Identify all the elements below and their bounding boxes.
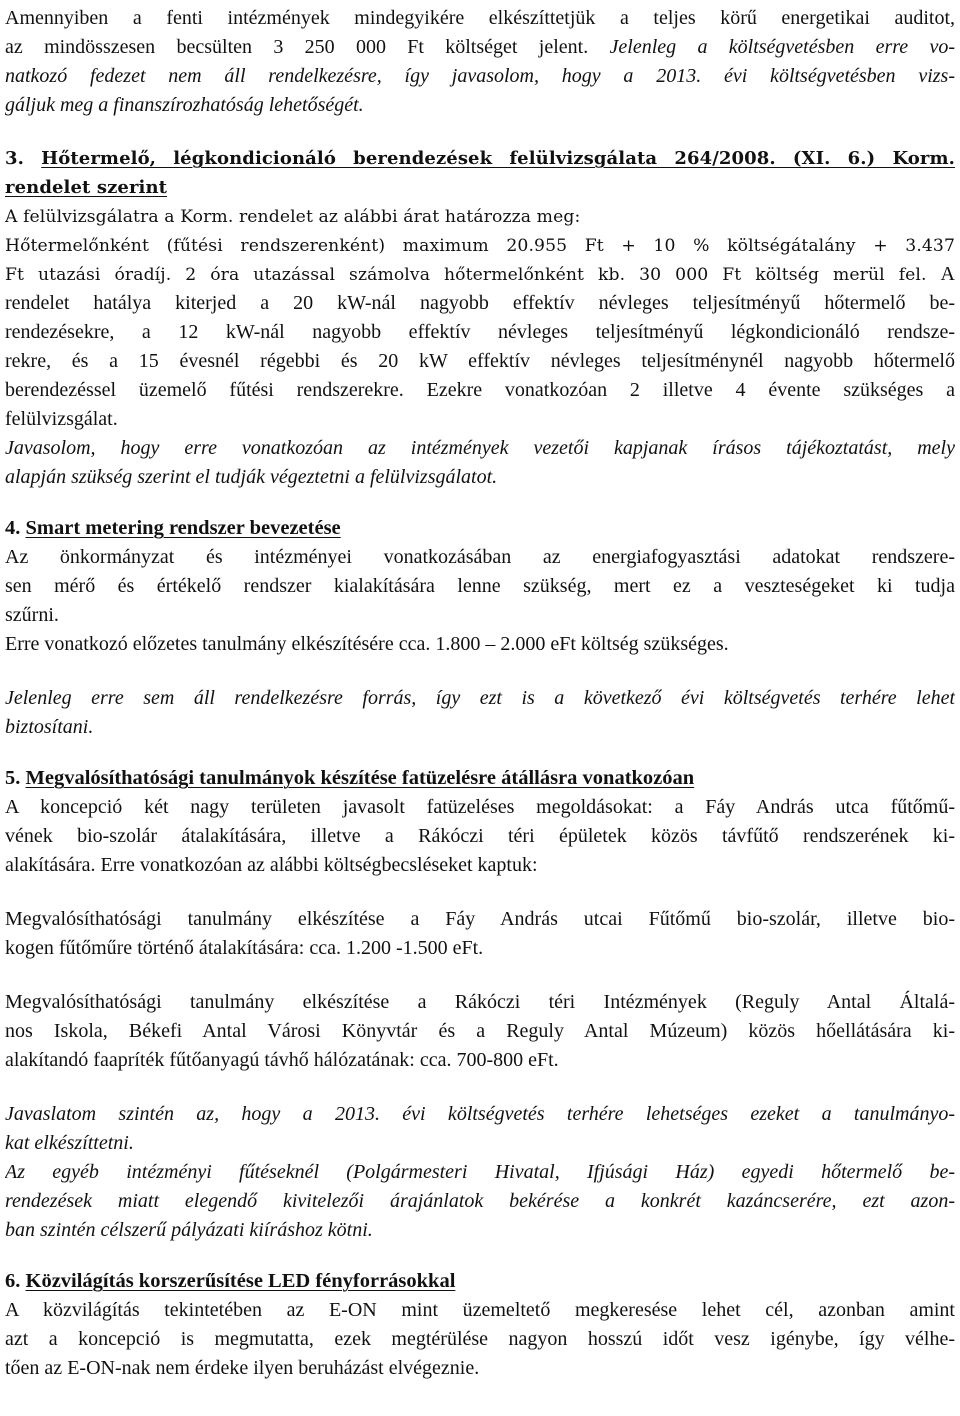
text-run: A felülvizsgálatra a Korm. rendelet az alábbi árat határozza meg: [5, 207, 581, 227]
text-run: kat elkészíttetni. [5, 1132, 134, 1154]
text-line [5, 764, 955, 793]
text-run: Jelenleg a költségvetésben erre vo- [609, 36, 955, 58]
text-run: Hőtermelő, légkondicionáló berendezések felülvizsgálata 264/2008. (XI. 6.) Korm. [41, 148, 955, 169]
text-run: Az önkormányzat és intézményei vonatkozásában az energiafogyasztási adatokat rendszere- [5, 546, 955, 568]
text-line [5, 231, 955, 260]
text-run: Megvalósíthatósági tanulmány elkészítése a Fáy András utcai Fűtőmű bio-szolár, illetve bio- [5, 908, 955, 930]
text-line [5, 4, 955, 33]
text-run: sen mérő és értékelő rendszer kialakítására lenne szükség, mert ez a veszteségeket ki tudja [5, 575, 955, 597]
text-run: vének bio-szolár átalakítására, illetve a Rákóczi téri épületek közös távfűtő rendszerének ki- [5, 825, 955, 847]
text-line [5, 713, 955, 742]
text-line [5, 684, 955, 713]
section-section-3 [5, 144, 955, 492]
text-line [5, 572, 955, 601]
text-line [5, 1354, 955, 1383]
text-run: alakítandó faapríték fűtőanyagú távhő hálózatának: cca. 700-800 eFt. [5, 1049, 559, 1071]
text-run: 5. [5, 767, 26, 789]
text-run: rekre, és a 15 évesnél régebbi és 20 kW effektív névleges teljesítménynél nagyobb hőtermelő [5, 350, 955, 372]
text-line [5, 405, 955, 434]
text-line [5, 347, 955, 376]
text-line [5, 601, 955, 630]
text-run: A koncepció két nagy területen javasolt fatüzeléses megoldásokat: a Fáy András utca fűtőmű- [5, 796, 955, 818]
text-run: rendelet hatálya kiterjed a 20 kW-nál nagyobb effektív névleges teljesítményű hőtermelő be- [5, 292, 955, 314]
text-line [5, 62, 955, 91]
text-line [5, 630, 955, 659]
text-run: Megvalósíthatósági tanulmányok készítése fatüzelésre átállásra vonatkozóan [25, 767, 695, 789]
section-section-6 [5, 1267, 955, 1383]
text-line [5, 1187, 955, 1216]
text-run: Erre vonatkozó előzetes tanulmány elkészítésére cca. 1.800 – 2.000 eFt költség szükséges. [5, 633, 729, 655]
text-run: 6. [5, 1270, 26, 1292]
text-run: felülvizsgálat. [5, 408, 118, 430]
paragraph [5, 684, 955, 742]
text-line [5, 376, 955, 405]
text-run: kogen fűtőműre történő átalakítására: cca. 1.200 -1.500 eFt. [5, 937, 484, 959]
text-run: Ft utazási óradíj. 2 óra utazással számolva hőtermelőnként kb. 30 000 Ft költség merül fel. [5, 265, 941, 285]
text-line [5, 1158, 955, 1187]
text-run: Javaslatom szintén az, hogy a 2013. évi költségvetés terhére lehetséges ezeket a tanulmányo- [5, 1103, 955, 1125]
section-heading [5, 764, 955, 793]
text-line [5, 144, 955, 173]
paragraph [5, 543, 955, 659]
text-line [5, 289, 955, 318]
text-line [5, 1325, 955, 1354]
text-run: rendezések miatt elegendő kivitelezői árajánlatok bekérése a konkrét kazáncserére, ezt azon- [5, 1190, 955, 1212]
text-line [5, 91, 955, 120]
text-run: ban szintén célszerű pályázati kiíráshoz kötni. [5, 1219, 373, 1241]
text-line [5, 1129, 955, 1158]
text-run: A [940, 263, 955, 285]
text-run: natkozó fedezet nem áll rendelkezésre, így javasolom, hogy a 2013. évi költségvetésben vizs- [5, 65, 955, 87]
text-run: Amennyiben a fenti intézmények mindegyikére elkészíttetjük a teljes körű energetikai auditot, [5, 7, 955, 29]
text-line [5, 1296, 955, 1325]
text-line [5, 1216, 955, 1245]
paragraph [5, 1100, 955, 1245]
text-run: tően az E-ON-nak nem érdeke ilyen beruházást elvégeznie. [5, 1357, 480, 1379]
text-run: Jelenleg erre sem áll rendelkezésre forrás, így ezt is a következő évi költségvetés terhére lehet [5, 687, 955, 709]
text-run: Az egyéb intézményi fűtéseknél (Polgármesteri Hivatal, Ifjúsági Ház) egyedi hőtermelő be- [5, 1161, 955, 1183]
text-run: azt a koncepció is megmutatta, ezek megtérülése nagyon hosszú időt vesz igénybe, így vélhe- [5, 1328, 955, 1350]
paragraph [5, 202, 955, 492]
text-line [5, 1267, 955, 1296]
text-line [5, 905, 955, 934]
text-run: biztosítani. [5, 716, 94, 738]
text-run: szűrni. [5, 604, 59, 626]
text-line [5, 514, 955, 543]
section-intro [5, 4, 955, 120]
text-run: Javasolom, hogy erre vonatkozóan az intézmények vezetői kapjanak írásos tájékoztatást, mely [5, 437, 955, 459]
text-line [5, 1046, 955, 1075]
text-run: rendezésekre, a 12 kW-nál nagyobb effektív névleges teljesítményű légkondicionáló rendsze- [5, 321, 955, 343]
text-run: Smart metering rendszer bevezetése [25, 517, 341, 539]
text-run: Megvalósíthatósági tanulmány elkészítése a Rákóczi téri Intézmények (Reguly Antal Általá- [5, 991, 955, 1013]
text-line [5, 434, 955, 463]
section-heading [5, 144, 955, 202]
text-line [5, 988, 955, 1017]
text-line [5, 543, 955, 572]
text-line [5, 202, 955, 231]
text-line [5, 822, 955, 851]
text-line [5, 463, 955, 492]
paragraph [5, 4, 955, 120]
paragraph [5, 988, 955, 1075]
text-run: Hőtermelőnként (fűtési rendszerenként) maximum 20.955 Ft + 10 % költségátalány + 3.437 [5, 236, 955, 256]
text-run: alapján szükség szerint el tudják végeztetni a felülvizsgálatot. [5, 466, 498, 488]
paragraph [5, 905, 955, 963]
text-run: 3. [5, 148, 42, 169]
text-line [5, 1017, 955, 1046]
text-run: az mindösszesen becsülten 3 250 000 Ft költséget jelent. [5, 36, 610, 58]
text-line [5, 851, 955, 880]
text-run: 4. [5, 517, 26, 539]
text-line [5, 260, 955, 289]
text-line [5, 934, 955, 963]
text-run: rendelet szerint [5, 177, 168, 198]
paragraph [5, 1296, 955, 1383]
text-line [5, 173, 955, 202]
text-run: berendezéssel üzemelő fűtési rendszerekre. Ezekre vonatkozóan 2 illetve 4 évente szükséges a [5, 379, 955, 401]
text-run: A közvilágítás tekintetében az E-ON mint üzemeltető megkeresése lehet cél, azonban amint [5, 1299, 955, 1321]
text-line [5, 1100, 955, 1129]
text-line [5, 33, 955, 62]
section-section-5 [5, 764, 955, 1245]
text-line [5, 318, 955, 347]
section-heading [5, 1267, 955, 1296]
text-run: Közvilágítás korszerűsítése LED fényforrásokkal [25, 1270, 456, 1292]
section-heading [5, 514, 955, 543]
text-run: alakítására. Erre vonatkozóan az alábbi költségbecsléseket kaptuk: [5, 854, 538, 876]
text-run: nos Iskola, Békefi Antal Városi Könyvtár és a Reguly Antal Múzeum) közös hőellátására ki- [5, 1020, 955, 1042]
section-section-4 [5, 514, 955, 742]
paragraph [5, 793, 955, 880]
text-line [5, 793, 955, 822]
text-run: gáljuk meg a finanszírozhatóság lehetőségét. [5, 94, 364, 116]
